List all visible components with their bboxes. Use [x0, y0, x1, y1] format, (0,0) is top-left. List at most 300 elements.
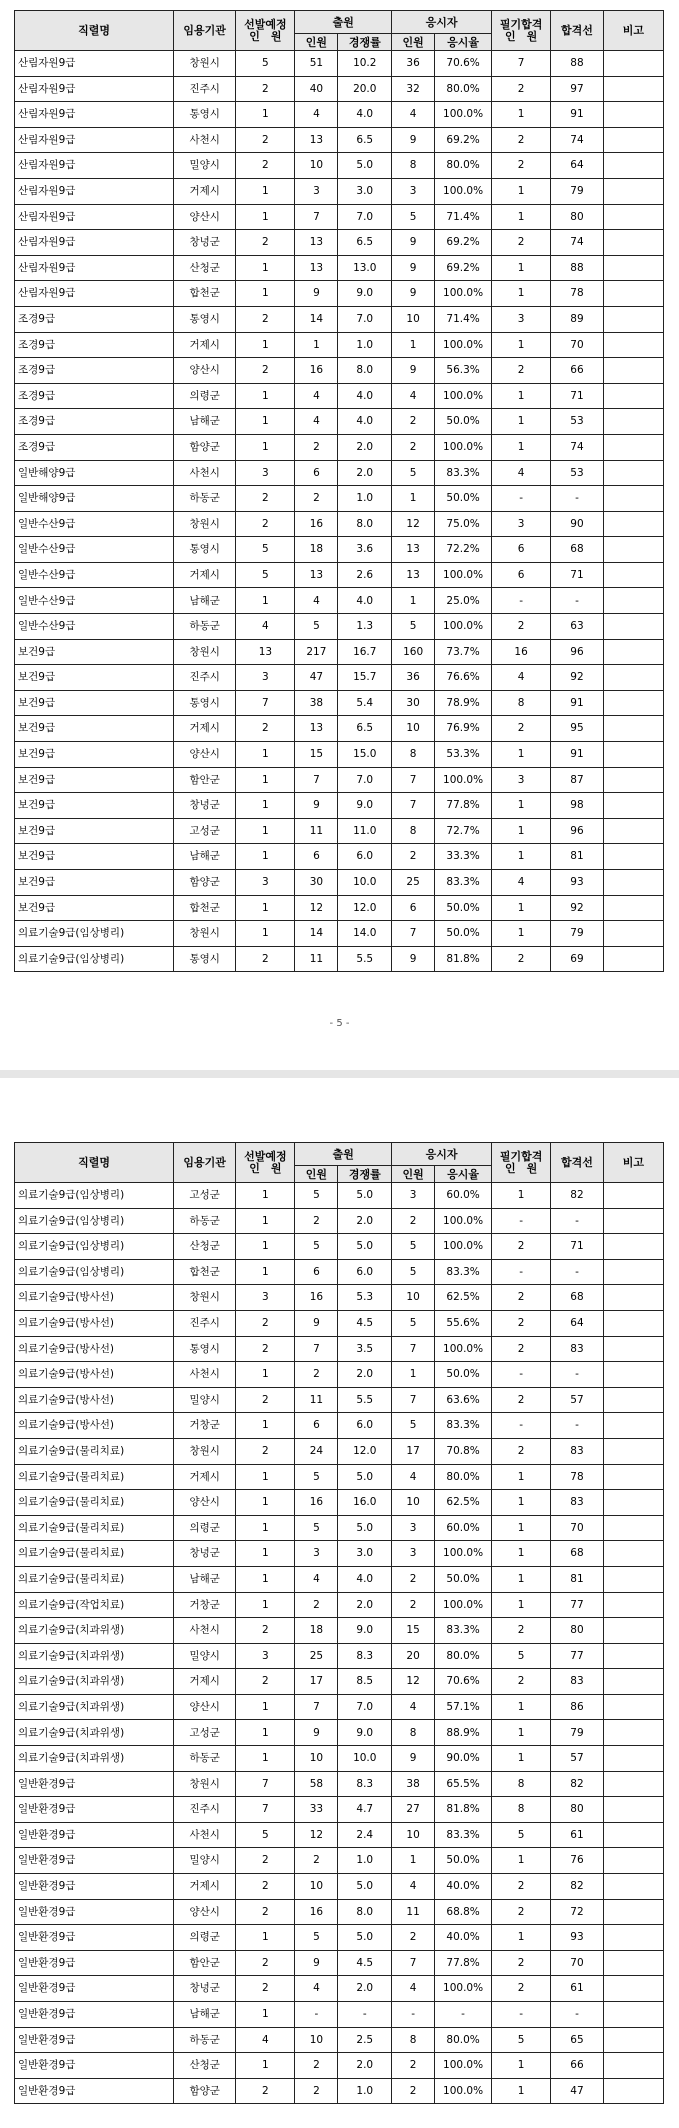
job-cell: 일반환경9급 — [15, 1950, 174, 1976]
written-pass-cell: 2 — [492, 614, 551, 640]
remarks-cell — [603, 434, 663, 460]
remarks-cell — [603, 1694, 663, 1720]
planned-cell: 1 — [236, 588, 295, 614]
planned-cell: 1 — [236, 1566, 295, 1592]
remarks-cell — [603, 1746, 663, 1772]
job-cell: 조경9급 — [15, 409, 174, 435]
applicants-cell: 3 — [295, 1541, 338, 1567]
applicants-cell: 4 — [295, 383, 338, 409]
planned-cell: 1 — [236, 1592, 295, 1618]
takers-cell: 10 — [392, 1822, 435, 1848]
competition-rate-cell: 11.0 — [338, 818, 392, 844]
agency-cell: 남해군 — [174, 588, 236, 614]
takers-cell: 4 — [392, 102, 435, 128]
agency-cell: 거창군 — [174, 1413, 236, 1439]
planned-cell: 1 — [236, 1208, 295, 1234]
cutoff-cell: 92 — [551, 665, 604, 691]
job-cell: 일반해양9급 — [15, 460, 174, 486]
header-remarks: 비고 — [603, 11, 663, 51]
taker-rate-cell: 100.0% — [435, 1541, 492, 1567]
cutoff-cell: - — [551, 588, 604, 614]
job-cell: 일반환경9급 — [15, 1771, 174, 1797]
header-agency: 임용기관 — [174, 1143, 236, 1183]
job-cell: 의료기술9급(물리치료) — [15, 1515, 174, 1541]
competition-rate-cell: 10.0 — [338, 870, 392, 896]
planned-cell: 5 — [236, 562, 295, 588]
written-pass-cell: 2 — [492, 1234, 551, 1260]
competition-rate-cell: 5.0 — [338, 1234, 392, 1260]
applicants-cell: 25 — [295, 1643, 338, 1669]
job-cell: 보건9급 — [15, 895, 174, 921]
written-pass-cell: 6 — [492, 537, 551, 563]
agency-cell: 창원시 — [174, 51, 236, 77]
cutoff-cell: 79 — [551, 921, 604, 947]
header-written-pass — [492, 1143, 551, 1183]
planned-cell: 1 — [236, 1464, 295, 1490]
cutoff-cell: 93 — [551, 870, 604, 896]
competition-rate-cell: 5.0 — [338, 1464, 392, 1490]
job-cell: 의료기술9급(임상병리) — [15, 921, 174, 947]
competition-rate-cell: 9.0 — [338, 793, 392, 819]
written-pass-cell: 2 — [492, 127, 551, 153]
planned-cell: 1 — [236, 383, 295, 409]
taker-rate-cell: 72.7% — [435, 818, 492, 844]
takers-cell: 1 — [392, 1362, 435, 1388]
cutoff-cell: 83 — [551, 1490, 604, 1516]
agency-cell: 밀양시 — [174, 1387, 236, 1413]
taker-rate-cell: 76.9% — [435, 716, 492, 742]
table-row — [15, 281, 664, 307]
table-row — [15, 1899, 664, 1925]
agency-cell: 함안군 — [174, 1950, 236, 1976]
applicants-cell: 18 — [295, 537, 338, 563]
written-pass-cell: 1 — [492, 921, 551, 947]
agency-cell: 의령군 — [174, 383, 236, 409]
table-row — [15, 1848, 664, 1874]
taker-rate-cell: 100.0% — [435, 767, 492, 793]
agency-cell: 의령군 — [174, 1515, 236, 1541]
cutoff-cell: 97 — [551, 76, 604, 102]
planned-cell: 1 — [236, 255, 295, 281]
written-pass-cell: 1 — [492, 895, 551, 921]
written-pass-cell: 1 — [492, 1464, 551, 1490]
written-pass-cell: 1 — [492, 2053, 551, 2079]
takers-cell: 13 — [392, 562, 435, 588]
cutoff-cell: 63 — [551, 614, 604, 640]
taker-rate-cell: 69.2% — [435, 127, 492, 153]
job-cell: 보건9급 — [15, 690, 174, 716]
remarks-cell — [603, 153, 663, 179]
remarks-cell — [603, 1362, 663, 1388]
applicants-cell: 38 — [295, 690, 338, 716]
job-cell: 산림자원9급 — [15, 153, 174, 179]
cutoff-cell: 91 — [551, 102, 604, 128]
written-pass-cell: 1 — [492, 818, 551, 844]
table-row — [15, 1362, 664, 1388]
remarks-cell — [603, 1899, 663, 1925]
table-row — [15, 2002, 664, 2028]
table-row — [15, 1464, 664, 1490]
remarks-cell — [603, 1720, 663, 1746]
remarks-cell — [603, 204, 663, 230]
job-cell: 의료기술9급(치과위생) — [15, 1720, 174, 1746]
job-cell: 의료기술9급(방사선) — [15, 1387, 174, 1413]
agency-cell: 합천군 — [174, 1259, 236, 1285]
cutoff-cell: 80 — [551, 204, 604, 230]
remarks-cell — [603, 460, 663, 486]
header-taker-rate: 응시율 — [435, 1166, 492, 1183]
competition-rate-cell: 5.0 — [338, 1183, 392, 1209]
written-pass-cell: 1 — [492, 178, 551, 204]
remarks-cell — [603, 793, 663, 819]
planned-cell: 2 — [236, 716, 295, 742]
remarks-cell — [603, 358, 663, 384]
remarks-cell — [603, 76, 663, 102]
takers-cell: 8 — [392, 742, 435, 768]
agency-cell: 하동군 — [174, 486, 236, 512]
cutoff-cell: 81 — [551, 1566, 604, 1592]
job-cell: 의료기술9급(방사선) — [15, 1413, 174, 1439]
written-pass-cell: 8 — [492, 1771, 551, 1797]
cutoff-cell: 80 — [551, 1618, 604, 1644]
agency-cell: 진주시 — [174, 1310, 236, 1336]
table-row — [15, 204, 664, 230]
remarks-cell — [603, 1848, 663, 1874]
agency-cell: 고성군 — [174, 818, 236, 844]
agency-cell: 창원시 — [174, 1285, 236, 1311]
table-row — [15, 230, 664, 256]
agency-cell: 사천시 — [174, 460, 236, 486]
agency-cell: 통영시 — [174, 1336, 236, 1362]
cutoff-cell: 88 — [551, 51, 604, 77]
planned-cell: 1 — [236, 1490, 295, 1516]
competition-rate-cell: 3.6 — [338, 537, 392, 563]
competition-rate-cell: 6.5 — [338, 127, 392, 153]
job-cell: 산림자원9급 — [15, 204, 174, 230]
competition-rate-cell: 8.3 — [338, 1643, 392, 1669]
page-separator — [0, 1070, 679, 1078]
header-planned — [236, 11, 295, 51]
remarks-cell — [603, 537, 663, 563]
taker-rate-cell: 70.6% — [435, 1669, 492, 1695]
taker-rate-cell: 70.8% — [435, 1438, 492, 1464]
remarks-cell — [603, 1976, 663, 2002]
table-row — [15, 2027, 664, 2053]
remarks-cell — [603, 2002, 663, 2028]
written-pass-cell: 2 — [492, 946, 551, 972]
applicants-cell: 16 — [295, 1899, 338, 1925]
taker-rate-cell: 77.8% — [435, 1950, 492, 1976]
applicants-cell: 1 — [295, 332, 338, 358]
remarks-cell — [603, 1643, 663, 1669]
agency-cell: 거제시 — [174, 1874, 236, 1900]
taker-rate-cell: 73.7% — [435, 639, 492, 665]
job-cell: 보건9급 — [15, 870, 174, 896]
applicants-cell: 15 — [295, 742, 338, 768]
agency-cell: 사천시 — [174, 1822, 236, 1848]
written-pass-cell: 1 — [492, 1592, 551, 1618]
takers-cell: 7 — [392, 793, 435, 819]
takers-cell: 9 — [392, 127, 435, 153]
planned-cell: 4 — [236, 614, 295, 640]
table-row — [15, 1234, 664, 1260]
cutoff-cell: 79 — [551, 178, 604, 204]
agency-cell: 거제시 — [174, 178, 236, 204]
planned-cell: 2 — [236, 1950, 295, 1976]
cutoff-cell: 64 — [551, 153, 604, 179]
cutoff-cell: 90 — [551, 511, 604, 537]
competition-rate-cell: 2.0 — [338, 2053, 392, 2079]
agency-cell: 통영시 — [174, 946, 236, 972]
cutoff-cell: 71 — [551, 383, 604, 409]
written-pass-cell: 2 — [492, 1310, 551, 1336]
header-written-pass-top: 필기합격 — [499, 1149, 543, 1163]
written-pass-cell: 1 — [492, 1746, 551, 1772]
competition-rate-cell: 9.0 — [338, 1618, 392, 1644]
agency-cell: 통영시 — [174, 690, 236, 716]
takers-cell: 1 — [392, 1848, 435, 1874]
agency-cell: 양산시 — [174, 742, 236, 768]
remarks-cell — [603, 51, 663, 77]
taker-rate-cell: 71.4% — [435, 306, 492, 332]
applicants-cell: 2 — [295, 1208, 338, 1234]
competition-rate-cell: 6.0 — [338, 1259, 392, 1285]
job-cell: 일반수산9급 — [15, 511, 174, 537]
written-pass-cell: 2 — [492, 716, 551, 742]
planned-cell: 1 — [236, 204, 295, 230]
agency-cell: 산청군 — [174, 2053, 236, 2079]
remarks-cell — [603, 1592, 663, 1618]
cutoff-cell: 68 — [551, 1285, 604, 1311]
written-pass-cell: 1 — [492, 204, 551, 230]
written-pass-cell: 1 — [492, 1490, 551, 1516]
takers-cell: 36 — [392, 51, 435, 77]
applicants-cell: 2 — [295, 434, 338, 460]
taker-rate-cell: 83.3% — [435, 1259, 492, 1285]
competition-rate-cell: 5.0 — [338, 1515, 392, 1541]
applicants-cell: 16 — [295, 1490, 338, 1516]
remarks-cell — [603, 1925, 663, 1951]
taker-rate-cell: 100.0% — [435, 178, 492, 204]
table-row — [15, 2053, 664, 2079]
taker-rate-cell: 69.2% — [435, 230, 492, 256]
competition-rate-cell: 16.0 — [338, 1490, 392, 1516]
competition-rate-cell: 13.0 — [338, 255, 392, 281]
written-pass-cell: 1 — [492, 102, 551, 128]
planned-cell: 2 — [236, 1874, 295, 1900]
agency-cell: 진주시 — [174, 665, 236, 691]
remarks-cell — [603, 1771, 663, 1797]
applicants-cell: 10 — [295, 2027, 338, 2053]
job-cell: 의료기술9급(방사선) — [15, 1336, 174, 1362]
job-cell: 일반환경9급 — [15, 1822, 174, 1848]
job-cell: 의료기술9급(물리치료) — [15, 1541, 174, 1567]
applicants-cell: 18 — [295, 1618, 338, 1644]
planned-cell: 1 — [236, 178, 295, 204]
applicants-cell: 9 — [295, 793, 338, 819]
job-cell: 의료기술9급(치과위생) — [15, 1618, 174, 1644]
takers-cell: 10 — [392, 716, 435, 742]
remarks-cell — [603, 690, 663, 716]
planned-cell: 1 — [236, 409, 295, 435]
competition-rate-cell: 7.0 — [338, 306, 392, 332]
agency-cell: 합천군 — [174, 281, 236, 307]
planned-cell: 2 — [236, 1387, 295, 1413]
table-row — [15, 921, 664, 947]
applicants-cell: 9 — [295, 1950, 338, 1976]
cutoff-cell: 53 — [551, 460, 604, 486]
applicants-cell: 9 — [295, 1720, 338, 1746]
table-row — [15, 895, 664, 921]
written-pass-cell: 2 — [492, 358, 551, 384]
takers-cell: 32 — [392, 76, 435, 102]
takers-cell: 2 — [392, 1925, 435, 1951]
remarks-cell — [603, 818, 663, 844]
taker-rate-cell: 100.0% — [435, 2078, 492, 2104]
planned-cell: 1 — [236, 1259, 295, 1285]
applicants-cell: 7 — [295, 1336, 338, 1362]
table-row — [15, 665, 664, 691]
written-pass-cell: 6 — [492, 562, 551, 588]
job-cell: 보건9급 — [15, 639, 174, 665]
competition-rate-cell: 10.0 — [338, 1746, 392, 1772]
takers-cell: 8 — [392, 818, 435, 844]
header-applicants-count: 인원 — [295, 1166, 338, 1183]
cutoff-cell: 70 — [551, 332, 604, 358]
taker-rate-cell: 69.2% — [435, 255, 492, 281]
agency-cell: 창원시 — [174, 511, 236, 537]
planned-cell: 3 — [236, 870, 295, 896]
agency-cell: 하동군 — [174, 614, 236, 640]
cutoff-cell: 65 — [551, 2027, 604, 2053]
applicants-cell: 10 — [295, 153, 338, 179]
takers-cell: 7 — [392, 1387, 435, 1413]
planned-cell: 1 — [236, 1746, 295, 1772]
cutoff-cell: 61 — [551, 1822, 604, 1848]
table-row — [15, 818, 664, 844]
table-row — [15, 1259, 664, 1285]
takers-cell: 10 — [392, 1490, 435, 1516]
cutoff-cell: 95 — [551, 716, 604, 742]
taker-rate-cell: 55.6% — [435, 1310, 492, 1336]
applicants-cell: 13 — [295, 255, 338, 281]
taker-rate-cell: 76.6% — [435, 665, 492, 691]
applicants-cell: 2 — [295, 486, 338, 512]
written-pass-cell: 2 — [492, 1976, 551, 2002]
cutoff-cell: 64 — [551, 1310, 604, 1336]
written-pass-cell: 2 — [492, 1618, 551, 1644]
job-cell: 일반수산9급 — [15, 537, 174, 563]
table-row — [15, 1618, 664, 1644]
agency-cell: 창원시 — [174, 921, 236, 947]
header-job: 직렬명 — [15, 11, 174, 51]
job-cell: 의료기술9급(치과위생) — [15, 1669, 174, 1695]
header-planned-top: 선발예정 — [244, 1149, 287, 1163]
taker-rate-cell: 100.0% — [435, 2053, 492, 2079]
takers-cell: 38 — [392, 1771, 435, 1797]
written-pass-cell: 1 — [492, 1925, 551, 1951]
cutoff-cell: 86 — [551, 1694, 604, 1720]
planned-cell: 1 — [236, 1541, 295, 1567]
job-cell: 의료기술9급(물리치료) — [15, 1464, 174, 1490]
cutoff-cell: - — [551, 1259, 604, 1285]
remarks-cell — [603, 1208, 663, 1234]
agency-cell: 밀양시 — [174, 1643, 236, 1669]
header-planned-bottom: 인 원 — [249, 29, 282, 43]
written-pass-cell: 4 — [492, 870, 551, 896]
takers-cell: 12 — [392, 511, 435, 537]
taker-rate-cell: 63.6% — [435, 1387, 492, 1413]
competition-rate-cell: 7.0 — [338, 204, 392, 230]
planned-cell: 1 — [236, 1183, 295, 1209]
table-row — [15, 255, 664, 281]
job-cell: 일반환경9급 — [15, 1899, 174, 1925]
cutoff-cell: 57 — [551, 1746, 604, 1772]
cutoff-cell: 47 — [551, 2078, 604, 2104]
results-table-page-5 — [14, 10, 664, 972]
table-row — [15, 614, 664, 640]
cutoff-cell: 92 — [551, 895, 604, 921]
agency-cell: 함양군 — [174, 2078, 236, 2104]
takers-cell: 1 — [392, 588, 435, 614]
taker-rate-cell: 100.0% — [435, 1208, 492, 1234]
header-competition-rate: 경쟁률 — [338, 1166, 392, 1183]
takers-cell: 3 — [392, 178, 435, 204]
cutoff-cell: 83 — [551, 1438, 604, 1464]
remarks-cell — [603, 281, 663, 307]
taker-rate-cell: 50.0% — [435, 1362, 492, 1388]
table-row — [15, 1950, 664, 1976]
applicants-cell: 2 — [295, 1848, 338, 1874]
cutoff-cell: 66 — [551, 358, 604, 384]
cutoff-cell: 81 — [551, 844, 604, 870]
taker-rate-cell: 100.0% — [435, 562, 492, 588]
cutoff-cell: - — [551, 1413, 604, 1439]
table-row — [15, 1490, 664, 1516]
job-cell: 산림자원9급 — [15, 127, 174, 153]
takers-cell: 5 — [392, 460, 435, 486]
applicants-cell: 5 — [295, 1515, 338, 1541]
competition-rate-cell: 5.0 — [338, 1925, 392, 1951]
taker-rate-cell: 83.3% — [435, 1822, 492, 1848]
header-cutoff: 합격선 — [551, 11, 604, 51]
cutoff-cell: - — [551, 486, 604, 512]
written-pass-cell: 2 — [492, 1285, 551, 1311]
cutoff-cell: 96 — [551, 818, 604, 844]
planned-cell: 2 — [236, 1310, 295, 1336]
takers-cell: 4 — [392, 1976, 435, 2002]
applicants-cell: 13 — [295, 230, 338, 256]
job-cell: 산림자원9급 — [15, 230, 174, 256]
remarks-cell — [603, 921, 663, 947]
applicants-cell: 4 — [295, 588, 338, 614]
job-cell: 보건9급 — [15, 767, 174, 793]
header-takers: 응시자 — [392, 1143, 492, 1166]
takers-cell: 3 — [392, 1541, 435, 1567]
written-pass-cell: 3 — [492, 511, 551, 537]
cutoff-cell: 68 — [551, 1541, 604, 1567]
competition-rate-cell: 15.0 — [338, 742, 392, 768]
table-row — [15, 1925, 664, 1951]
taker-rate-cell: 81.8% — [435, 1797, 492, 1823]
applicants-cell: 4 — [295, 1976, 338, 2002]
written-pass-cell: 2 — [492, 153, 551, 179]
written-pass-cell: 3 — [492, 306, 551, 332]
takers-cell: 10 — [392, 1285, 435, 1311]
header-applicants-count: 인원 — [295, 34, 338, 51]
table-row — [15, 1822, 664, 1848]
agency-cell: 진주시 — [174, 1797, 236, 1823]
